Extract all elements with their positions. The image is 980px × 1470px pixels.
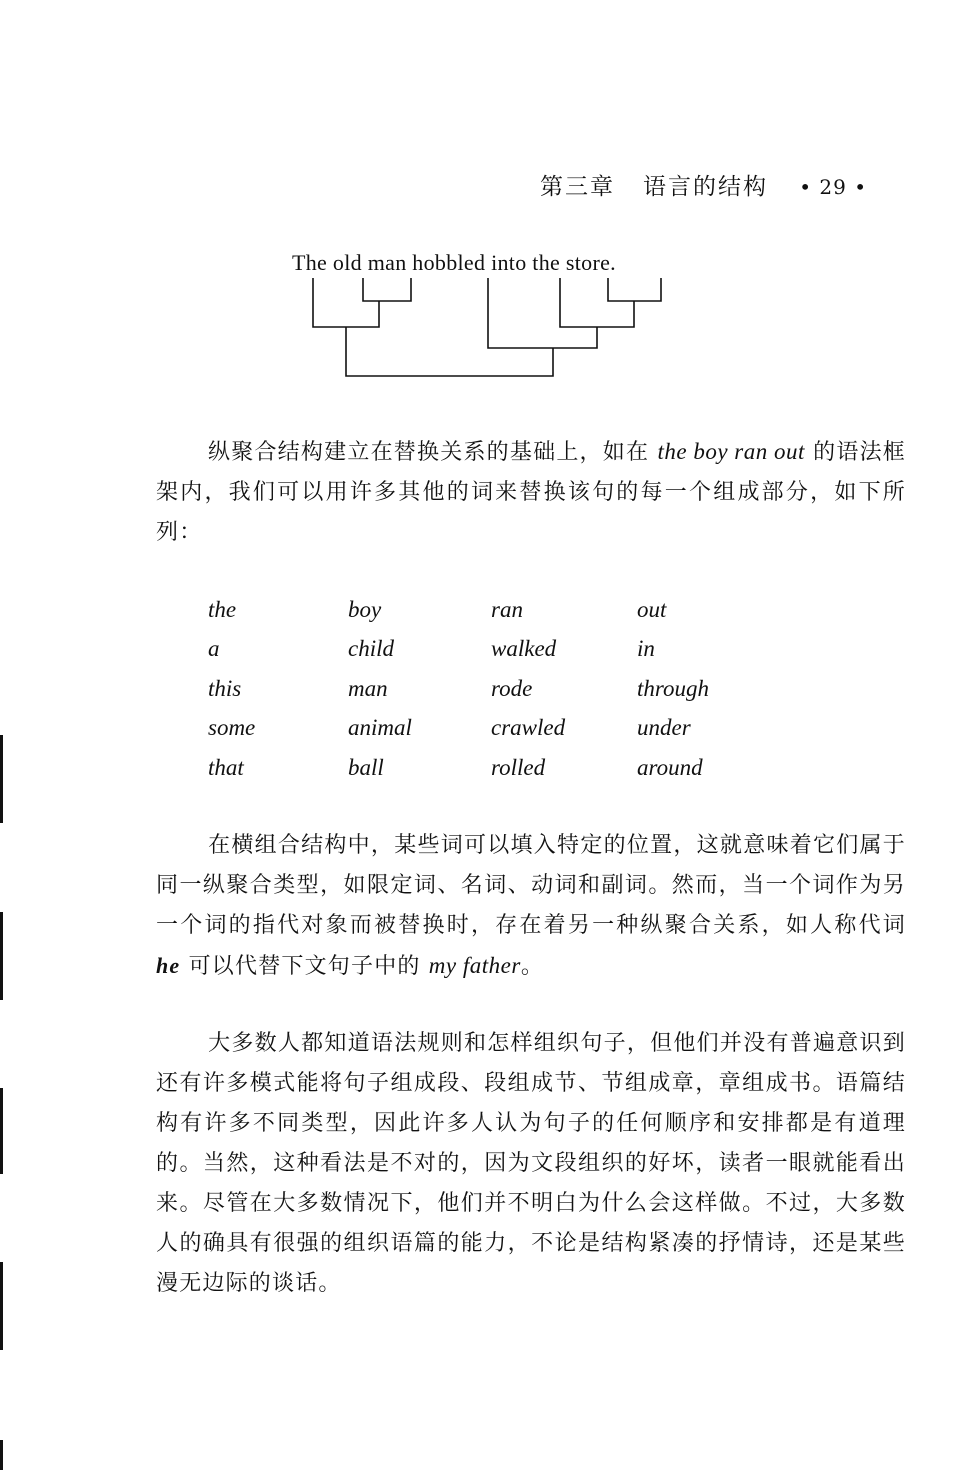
table-cell: this bbox=[208, 675, 242, 701]
table-cell: ran bbox=[491, 596, 523, 622]
para2-text-start: 在横组合结构中，某些词可以填入特定的位置，这就意味着它们属于同一纵聚合类型，如限定词、名词、动词和副词。然而，当一个词作为另一个词的指代对象而被替换时，存在着另一种纵聚合关系，如人称代词 bbox=[156, 833, 906, 938]
para2-text-end: 。 bbox=[520, 954, 545, 979]
chapter-label: 第三章 bbox=[540, 174, 615, 200]
para1-text-end: 的语法框架内，我们可以用许多其他的词来替换该句的每一个组成部分，如下所列： bbox=[156, 440, 907, 545]
table-cell: through bbox=[637, 675, 709, 701]
table-row bbox=[208, 630, 757, 670]
table-cell: rode bbox=[491, 675, 533, 701]
bracket-hobbled-pp bbox=[488, 278, 597, 348]
table-cell: out bbox=[637, 596, 667, 622]
margin-mark bbox=[0, 912, 3, 1000]
bracket-into-thestore bbox=[560, 278, 634, 327]
margin-mark bbox=[0, 1440, 3, 1470]
chapter-title: 语言的结构 bbox=[642, 174, 768, 200]
constituent-diagram bbox=[292, 246, 712, 396]
table-row bbox=[208, 709, 757, 749]
table-cell: man bbox=[348, 675, 388, 701]
table-cell: under bbox=[637, 715, 691, 741]
bracket-old-man bbox=[363, 278, 411, 301]
paragraph-syntagmatic bbox=[156, 826, 906, 987]
table-row bbox=[208, 669, 757, 709]
bracket-the-store bbox=[608, 278, 661, 301]
para2-text-mid: 可以代替下文句子中的 bbox=[180, 954, 429, 979]
table-cell: some bbox=[208, 715, 256, 741]
paragraph-discourse bbox=[156, 1024, 906, 1304]
paragraph-paradigmatic bbox=[156, 432, 906, 553]
pronoun-he: he bbox=[156, 953, 181, 978]
example-phrase: the boy ran out bbox=[657, 439, 805, 464]
table-cell: boy bbox=[348, 596, 382, 622]
table-cell: walked bbox=[491, 636, 557, 662]
table-cell: around bbox=[637, 754, 703, 780]
table-cell: child bbox=[348, 636, 394, 662]
para3-text: 大多数人都知道语法规则和怎样组织句子，但他们并没有普遍意识到还有许多模式能将句子组成段、段组成节、节组成章，章组成书。语篇结构有许多不同类型，因此许多人认为句子的任何顺序和安排都是有道理的。当然，这种看法是不对的，因为文段组织的好坏，读者一眼就能看出来。尽管在大多数情况下，他们并不明白为什么会这样做。不过，大多数人的确具有很强的组织语篇的能力，不论是结构紧凑的抒情诗，还是某些漫无边际的谈话。 bbox=[156, 1031, 906, 1296]
running-header bbox=[540, 168, 880, 201]
table-cell: crawled bbox=[491, 715, 566, 741]
substitution-table bbox=[208, 590, 757, 788]
bracket-the-oldman bbox=[313, 278, 379, 327]
table-row bbox=[208, 748, 757, 788]
table-cell: a bbox=[208, 636, 220, 662]
phrase-my-father: my father bbox=[428, 953, 521, 978]
bracket-lines bbox=[292, 246, 712, 396]
table-cell: rolled bbox=[491, 754, 546, 780]
margin-mark bbox=[0, 735, 3, 823]
page-number: • 29 • bbox=[799, 175, 868, 199]
table-cell: that bbox=[208, 754, 244, 780]
bracket-sentence bbox=[346, 327, 553, 376]
para1-text-start: 纵聚合结构建立在替换关系的基础上，如在 bbox=[208, 440, 658, 465]
table-row bbox=[208, 590, 757, 630]
table-cell: in bbox=[637, 636, 655, 662]
table-cell: animal bbox=[348, 715, 412, 741]
table-cell: the bbox=[208, 596, 237, 622]
margin-mark bbox=[0, 1088, 3, 1174]
diagram-sentence: The old man hobbled into the store. bbox=[292, 250, 616, 275]
margin-mark bbox=[0, 1262, 3, 1350]
table-cell: ball bbox=[348, 754, 384, 780]
